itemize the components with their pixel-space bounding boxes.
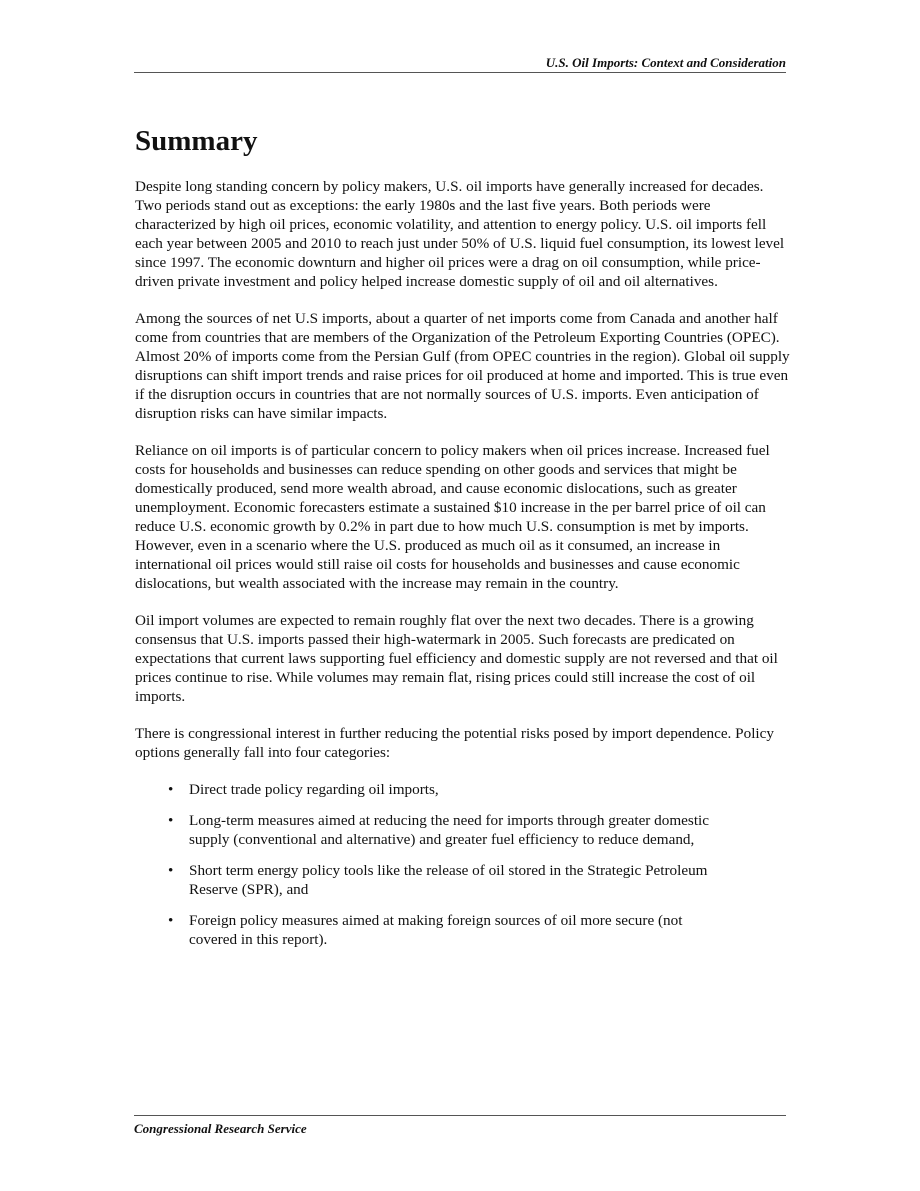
page-footer <box>134 1115 786 1137</box>
list-item-text: Foreign policy measures aimed at making foreign sources of oil more secure (not covered in this report). <box>189 912 683 948</box>
bullet-icon: • <box>168 781 174 798</box>
paragraph: There is congressional interest in further reducing the potential risks posed by import dependence. Policy options generally fall into four categories: <box>135 725 774 761</box>
page-header <box>134 56 786 73</box>
paragraph: Despite long standing concern by policy makers, U.S. oil imports have generally increased for decades. Two periods stand out as exceptions: the early 1980s and the last five years. Both periods were characterized by high oil prices, economic volatility, and attention to energy policy. U.S. oil imports fell each year between 2005 and 2010 to reach just under 50% of U.S. liquid fuel consumption, its lowest level since 1997. The economic downturn and higher oil prices were a drag on oil consumption, while price-driven private investment and policy helped increase domestic supply of oil and oil alternatives. <box>135 178 785 290</box>
bullet-icon: • <box>168 862 174 879</box>
list-item-text: Short term energy policy tools like the release of oil stored in the Strategic Petroleum Reserve (SPR), and <box>189 862 708 898</box>
list-item <box>135 811 709 849</box>
paragraph: Among the sources of net U.S imports, about a quarter of net imports come from Canada and another half come from countries that are members of the Organization of the Petroleum Exporting Countries (OPEC). Almost 20% of imports come from the Persian Gulf (from OPEC countries in the region). Global oil supply disruptions can shift import trends and raise prices for oil produced at home and imported. This is true even if the disruption occurs in countries that are not normally sources of U.S. imports. Even anticipation of disruption risks can have similar impacts. <box>135 310 790 422</box>
bullet-icon: • <box>168 912 174 929</box>
running-title: U.S. Oil Imports: Context and Consideration <box>545 55 786 70</box>
footer-source: Congressional Research Service <box>134 1121 307 1136</box>
summary-body <box>135 177 790 961</box>
paragraph: Reliance on oil imports is of particular concern to policy makers when oil prices increase. Increased fuel costs for households and businesses can reduce spending on other goods and services that might be domestically produced, send more wealth abroad, and cause economic dislocations, such as greater unemployment. Economic forecasters estimate a sustained $10 increase in the per barrel price of oil can reduce U.S. economic growth by 0.2% in part due to how much U.S. consumption is met by imports. However, even in a scenario where the U.S. produced as much oil as it consumed, an increase in international oil prices would still raise oil costs for households and businesses and cause economic dislocations, but wealth associated with the increase may remain in the country. <box>135 442 770 592</box>
page-title: Summary <box>135 125 258 157</box>
list-item-text: Long-term measures aimed at reducing the need for imports through greater domestic supply (conventional and alternative) and greater fuel efficiency to reduce demand, <box>189 812 709 848</box>
policy-options-list <box>135 780 790 949</box>
list-item <box>135 911 709 949</box>
paragraph: Oil import volumes are expected to remain roughly flat over the next two decades. There is a growing consensus that U.S. imports passed their high-watermark in 2005. Such forecasts are predicated on expectations that current laws supporting fuel efficiency and domestic supply are not reversed and that oil prices continue to rise. While volumes may remain flat, rising prices could still increase the cost of oil imports. <box>135 612 778 705</box>
list-item-text: Direct trade policy regarding oil imports, <box>189 781 439 798</box>
bullet-icon: • <box>168 812 174 829</box>
list-item <box>135 861 709 899</box>
list-item <box>135 780 709 799</box>
